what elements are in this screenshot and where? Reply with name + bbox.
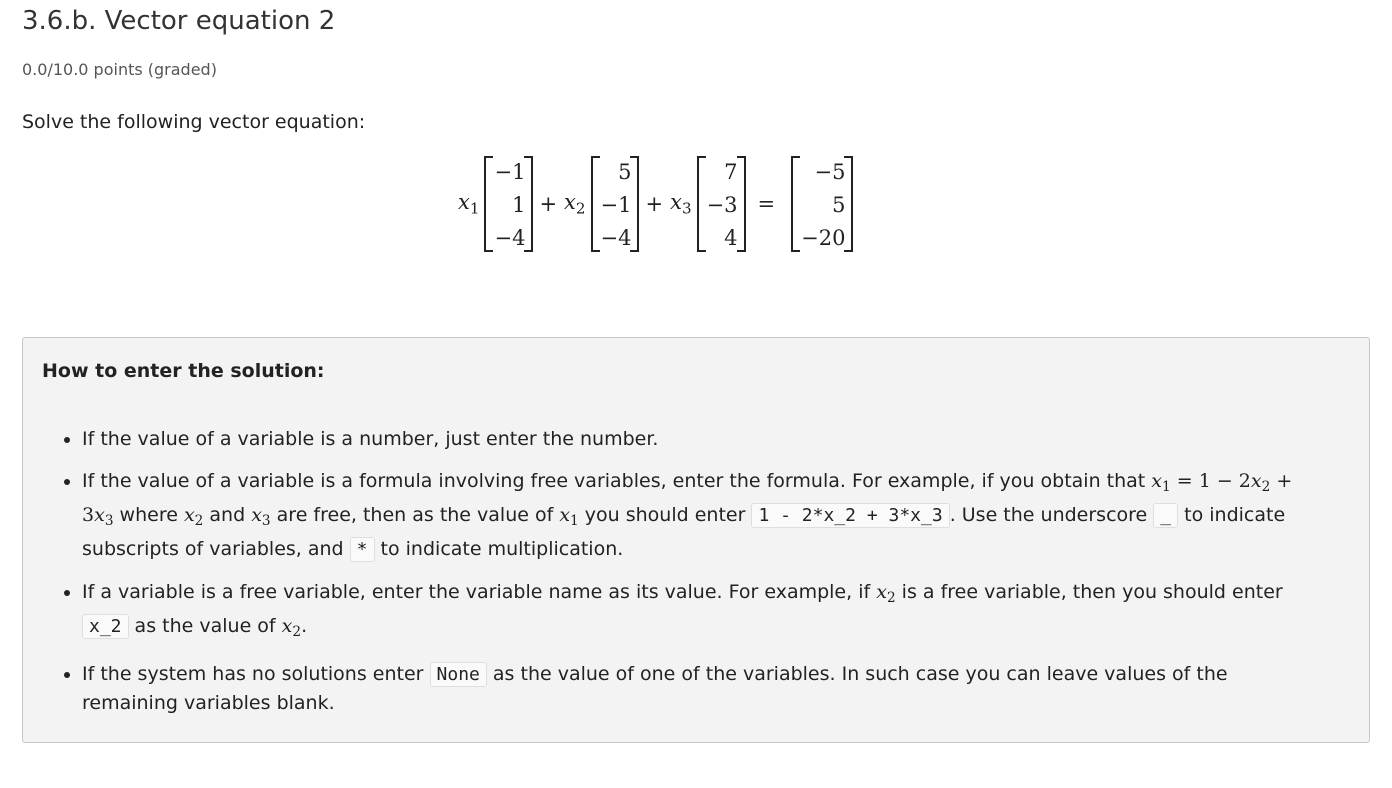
equals-sign: =	[757, 191, 776, 216]
plus-sign: +	[539, 191, 558, 216]
vector-cell: −1	[494, 159, 526, 184]
code-free-variable: x_2	[82, 614, 129, 639]
vector-cell: 5	[832, 192, 846, 217]
vector-2	[589, 156, 642, 252]
instruction-formula: • If the value of a variable is a formula involving free variables, enter the formula. For example, if you obtain that $x_1 = 1 - 2x_2 + 3x_3$ where $x_2$ and $x_3$ are free, then as the value of $x_1$ you should enter 1 - 2*x_2 + 3*x_3 . Use the underscore _ to indicate subscripts of variables, and * to indicate multiplication.	[82, 467, 1327, 564]
instructions-box	[22, 337, 1370, 743]
vector-cell: −4	[494, 225, 526, 250]
coefficient-x3: $x_3$	[670, 189, 692, 218]
coefficient-x2: $x_2$	[564, 189, 586, 218]
code-asterisk: *	[350, 537, 375, 562]
vector-cell: −1	[600, 192, 632, 217]
instructions-heading: How to enter the solution:	[42, 360, 325, 382]
points-status: 0.0/10.0 points (graded)	[22, 60, 217, 79]
vector-cell: 1	[512, 192, 526, 217]
plus-sign: +	[645, 191, 664, 216]
code-underscore: _	[1153, 503, 1178, 528]
vector-equation	[455, 152, 855, 255]
instruction-number: • If the value of a variable is a number, just enter the number.	[82, 425, 1327, 453]
vector-cell: −20	[801, 225, 846, 250]
code-none: None	[430, 662, 487, 687]
instructions-list	[23, 425, 1327, 731]
vector-3	[695, 156, 748, 252]
instruction-free-variable: • If a variable is a free variable, enter the variable name as its value. For example, if $x_2$ is a free variable, then you should enter x_2 as the value of $x_2$.	[82, 578, 1327, 646]
rhs-vector	[789, 156, 855, 252]
problem-prompt: Solve the following vector equation:	[22, 111, 366, 133]
vector-cell: 4	[724, 225, 738, 250]
code-formula-example: 1 - 2*x_2 + 3*x_3	[751, 503, 949, 528]
vector-cell: −4	[600, 225, 632, 250]
vector-cell: 5	[618, 159, 632, 184]
instruction-no-solution: • If the system has no solutions enter None as the value of one of the variables. In such case you can leave values of the remaining variables blank.	[82, 660, 1327, 717]
vector-cell: −3	[706, 192, 738, 217]
vector-cell: 7	[724, 159, 738, 184]
coefficient-x1: $x_1$	[458, 189, 480, 218]
vector-cell: −5	[814, 159, 846, 184]
problem-title: 3.6.b. Vector equation 2	[22, 6, 336, 36]
vector-1	[482, 156, 535, 252]
